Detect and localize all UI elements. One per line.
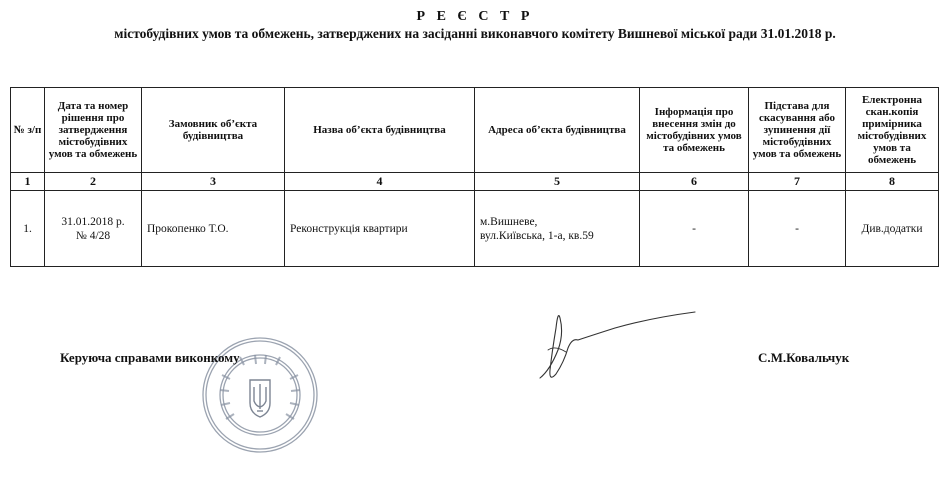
customer-cell: Прокопенко Т.О. (142, 191, 285, 267)
column-number: 2 (45, 173, 142, 191)
cancellation-cell: - (749, 191, 846, 267)
address-city: м.Вишневе, (480, 215, 538, 228)
changes-cell: - (640, 191, 749, 267)
table-header-row (11, 88, 939, 173)
registry-table (10, 87, 939, 267)
column-number: 8 (846, 173, 939, 191)
document-title: Р Е Є С Т Р (416, 9, 534, 24)
header-object-name: Назва об’єкта будівництва (285, 88, 475, 173)
header-changes: Інформація про внесення змін до містобудівних умов та обмежень (640, 88, 749, 173)
document-subtitle: містобудівних умов та обмежень, затверджених на засіданні виконавчого комітету Вишневої міської ради 31.01.2018 р. (114, 26, 836, 41)
decision-number: № 4/28 (75, 229, 111, 242)
column-number: 4 (285, 173, 475, 191)
header-address: Адреса об’єкта будівництва (475, 88, 640, 173)
row-number: 1. (11, 191, 45, 267)
address-street: вул.Київська, 1-а, кв.59 (480, 229, 594, 242)
scan-copy-cell: Див.додатки (846, 191, 939, 267)
table-row (11, 191, 939, 267)
column-number-row (11, 173, 939, 191)
handwritten-signature-icon (520, 290, 720, 390)
header-customer: Замовник об’єкта будівництва (142, 88, 285, 173)
column-number: 1 (11, 173, 45, 191)
header-scan-copy: Електронна скан.копія примірника містобудівних умов та обмежень (846, 88, 939, 173)
decision-date-cell (45, 191, 142, 267)
signatory-name: С.М.Ковальчук (758, 350, 850, 365)
header-decision-date: Дата та номер рішення про затвердження містобудівних умов та обмежень (45, 88, 142, 173)
column-number: 7 (749, 173, 846, 191)
header-number: № з/п (11, 88, 45, 173)
decision-date: 31.01.2018 р. (61, 215, 125, 228)
header-cancellation: Підстава для скасування або зупинення дії містобудівних умов та обмежень (749, 88, 846, 173)
column-number: 3 (142, 173, 285, 191)
column-number: 5 (475, 173, 640, 191)
signatory-position: Керуюча справами виконкому (60, 350, 240, 365)
column-number: 6 (640, 173, 749, 191)
address-cell (475, 191, 640, 267)
object-name-cell: Реконструкція квартири (285, 191, 475, 267)
